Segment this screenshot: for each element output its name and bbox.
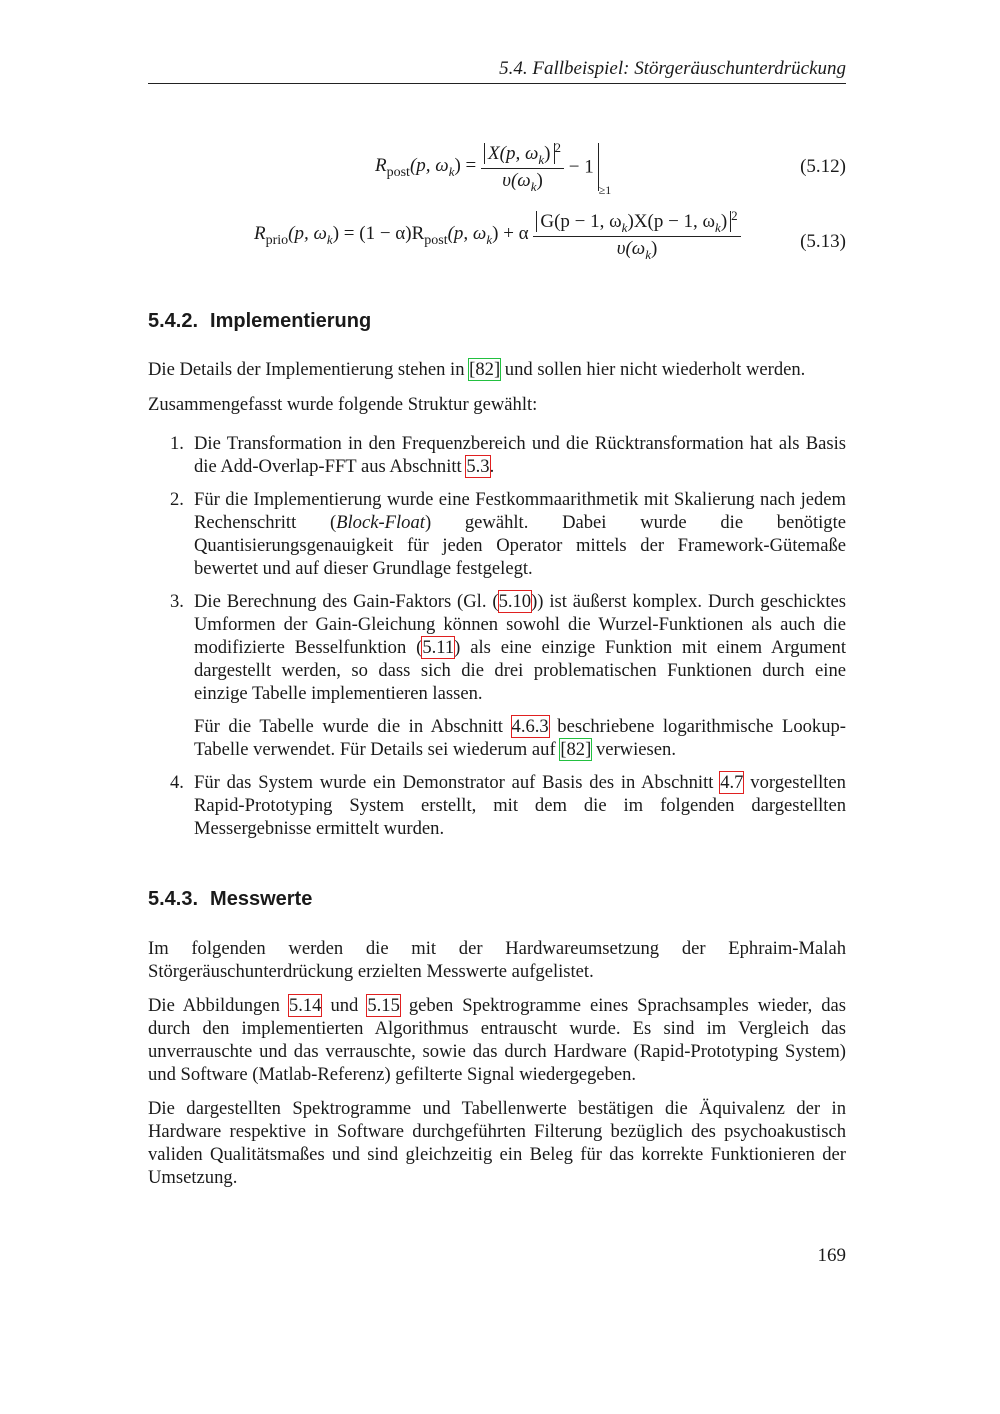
section-link[interactable]: 4.7 xyxy=(720,772,744,793)
section-heading-messwerte xyxy=(148,888,312,911)
paragraph: Die Details der Implementierung stehen in [82] und sollen hier nicht wiederholt werden. xyxy=(148,359,806,380)
equation-5-13 xyxy=(148,206,846,276)
section-link[interactable]: 5.3 xyxy=(466,456,490,477)
section-number: 5.4.2. xyxy=(148,310,199,332)
paragraph: Im folgenden werden die mit der Hardwareumsetzung der Ephraim-Malah Störgeräuschunterdrückung erzielten Messwerte aufgelistet. xyxy=(148,938,846,982)
figure-link[interactable]: 5.15 xyxy=(367,995,400,1016)
equation-link[interactable]: 5.11 xyxy=(422,637,455,658)
equation-5-12-body: $R_{post}(p$, $\omega_k$) = $\frac{X(p, \omega_k) ^2}{\upsilon(\omega_k)}$ − $1_{\ge 1}$ xyxy=(375,140,612,197)
section-title: Implementierung xyxy=(210,310,372,332)
equation-link[interactable]: 5.10 xyxy=(498,591,532,612)
paragraph: Die Abbildungen 5.14 und 5.15 geben Spektrogramme eines Sprachsamples wieder, das durch den implementierten Algorithmus entrauscht wurde. Es sind im Vergleich das unverrauschte und das verrauschte, sowie das durch Hardware (Rapid-Prototyping System) und Software (Matlab-Referenz) gefilterte Signal wiedergegeben. xyxy=(148,995,846,1085)
equation-5-12 xyxy=(148,136,846,206)
section-link[interactable]: 4.6.3 xyxy=(511,716,549,737)
running-header: 5.4. Fallbeispiel: Störgeräuschunterdrückung xyxy=(148,58,846,84)
section-heading-implementierung xyxy=(148,310,371,333)
equation-number: (5.12) xyxy=(800,156,846,177)
list-item: 2. Für die Implementierung wurde eine Festkommaarithmetik mit Skalierung nach jedem Rechenschritt (Block-Float) gewählt. Dabei wurde die benötigte Quantisierungsgenauigkeit für jeden Operator mittels der Framework-Gütemaße bewertet und auf dieser Grundlage festgelegt. xyxy=(170,489,846,579)
equation-5-13-body: $R_{prio}(p$, $\omega_k) = (1 - \alpha)R_{post}(p$, $\omega_k) + \alpha$ $\frac{G(p - 1, \omega_k)X(p - 1, \omega_k) ^2}{\upsilon(\omega_k)}$ xyxy=(254,208,741,263)
figure-link[interactable]: 5.14 xyxy=(288,995,322,1016)
paragraph: Zusammengefasst wurde folgende Struktur gewählt: xyxy=(148,394,538,415)
list-item: 3. Die Berechnung des Gain-Faktors (Gl. (5.10)) ist äußerst komplex. Durch geschicktes Umformen der Gain-Gleichung können sowohl die Wurzel-Funktionen als auch die modifizierte Besselfunktion (5.11) als eine einzige Funktion mit einem Argument dargestellt werden, so dass sich die drei problematischen Funktionen durch eine einzige Tabelle implementieren lassen. Für die Tabelle wurde die in Abschnitt 4.6.3 beschriebene logarithmische Lookup-Tabelle verwendet. Für Details sei wiederum auf [82] verwiesen. xyxy=(170,591,847,760)
section-title: Messwerte xyxy=(210,888,313,910)
page-number: 169 xyxy=(817,1245,846,1266)
section-number: 5.4.3. xyxy=(148,888,199,910)
list-item: 1. Die Transformation in den Frequenzbereich und die Rücktransformation hat als Basis die Add-Overlap-FFT aus Abschnitt 5.3. xyxy=(170,433,846,477)
list-item: 4. Für das System wurde ein Demonstrator auf Basis des in Abschnitt 4.7 vorgestellten Rapid-Prototyping System erstellt, mit dem die im folgenden dargestellten Messergebnisse ermittelt wurden. xyxy=(170,772,846,839)
paragraph: Die dargestellten Spektrogramme und Tabellenwerte bestätigen die Äquivalenz der in Hardware respektive in Software durchgeführten Filterung bezüglich des psychoakustisch validen Qualitätsmaßes und sind gleichzeitig ein Beleg für das korrekte Funktionieren der Umsetzung. xyxy=(148,1098,846,1188)
citation-link[interactable]: [82] xyxy=(469,359,501,380)
citation-link[interactable]: [82] xyxy=(560,739,592,760)
equation-number: (5.13) xyxy=(800,231,846,252)
implementation-list xyxy=(148,432,846,850)
